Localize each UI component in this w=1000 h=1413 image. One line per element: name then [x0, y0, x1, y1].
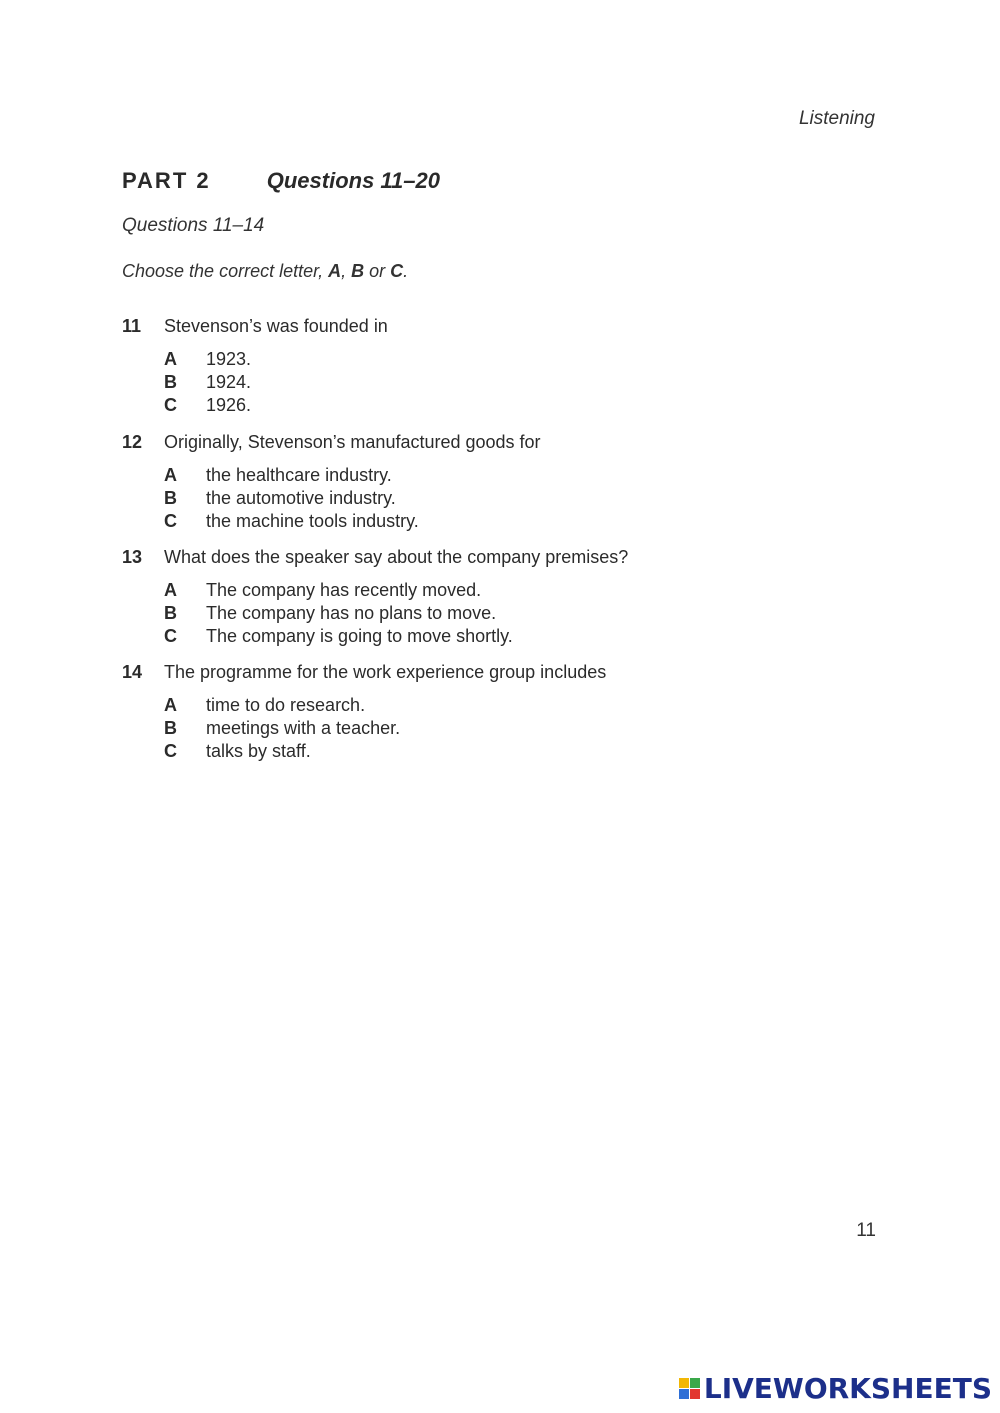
question-text: The programme for the work experience group includes	[164, 661, 607, 682]
liveworksheets-logo[interactable]	[679, 1372, 992, 1405]
question-number: 14	[122, 661, 143, 682]
option-letter: A	[164, 465, 177, 485]
option-a[interactable]	[164, 348, 388, 371]
instruction-suffix: .	[403, 261, 409, 281]
option-letter: C	[164, 511, 177, 531]
option-text: the machine tools industry.	[206, 511, 419, 531]
option-letter: B	[164, 718, 177, 738]
instruction-letter-c: C	[390, 261, 404, 281]
option-c[interactable]	[164, 394, 388, 417]
option-letter: C	[164, 626, 177, 646]
option-b[interactable]	[164, 371, 388, 394]
option-a[interactable]	[164, 579, 628, 602]
logo-square-yellow	[679, 1378, 689, 1388]
option-c[interactable]	[164, 510, 541, 533]
logo-square-red	[690, 1389, 700, 1399]
option-text: The company has recently moved.	[206, 580, 482, 600]
option-letter: A	[164, 695, 177, 715]
question-12	[122, 430, 541, 533]
option-text: the automotive industry.	[206, 488, 396, 508]
question-11	[122, 314, 388, 417]
section-label: Listening	[798, 108, 875, 129]
option-letter: C	[164, 741, 177, 761]
instruction-letter-b: B	[351, 261, 365, 281]
question-number: 13	[122, 546, 143, 567]
question-number: 11	[122, 315, 142, 336]
option-letter: B	[164, 603, 177, 623]
option-letter: B	[164, 488, 177, 508]
option-b[interactable]	[164, 487, 541, 510]
option-letter: C	[164, 395, 177, 415]
option-c[interactable]	[164, 740, 606, 763]
option-letter: A	[164, 349, 177, 369]
question-13	[122, 545, 628, 648]
options-list	[164, 694, 606, 763]
option-text: time to do research.	[206, 695, 366, 715]
option-text: talks by staff.	[206, 741, 311, 761]
option-text: The company has no plans to move.	[206, 603, 497, 623]
option-letter: A	[164, 580, 177, 600]
liveworksheets-logo-icon	[679, 1378, 700, 1399]
question-text: Stevenson’s was founded in	[164, 315, 388, 336]
option-letter: B	[164, 372, 177, 392]
part-heading	[122, 168, 440, 194]
option-text: The company is going to move shortly.	[206, 626, 513, 646]
instruction-sep-1: ,	[341, 261, 352, 281]
options-list	[164, 348, 388, 417]
option-text: meetings with a teacher.	[206, 718, 401, 738]
option-b[interactable]	[164, 602, 628, 625]
option-a[interactable]	[164, 694, 606, 717]
logo-square-green	[690, 1378, 700, 1388]
question-text: What does the speaker say about the company premises?	[164, 546, 629, 567]
question-group-title: Questions 11–14	[122, 215, 265, 236]
options-list	[164, 464, 541, 533]
page-number: 11	[856, 1220, 876, 1241]
instruction-prefix: Choose the correct letter,	[122, 261, 329, 281]
option-text: 1924.	[206, 372, 252, 392]
options-list	[164, 579, 628, 648]
option-b[interactable]	[164, 717, 606, 740]
question-14	[122, 660, 606, 763]
logo-square-blue	[679, 1389, 689, 1399]
liveworksheets-brand: LIVEWORKSHEETS	[703, 1372, 992, 1405]
instruction-sep-2: or	[364, 261, 391, 281]
option-text: the healthcare industry.	[206, 465, 392, 485]
instruction	[122, 261, 408, 282]
option-c[interactable]	[164, 625, 628, 648]
option-text: 1926.	[206, 395, 252, 415]
part-label: PART 2	[122, 168, 211, 193]
question-text: Originally, Stevenson’s manufactured goods for	[164, 431, 541, 452]
part-question-range: Questions 11–20	[266, 168, 440, 193]
option-text: 1923.	[206, 349, 252, 369]
instruction-letter-a: A	[328, 261, 342, 281]
question-number: 12	[122, 431, 143, 452]
option-a[interactable]	[164, 464, 541, 487]
